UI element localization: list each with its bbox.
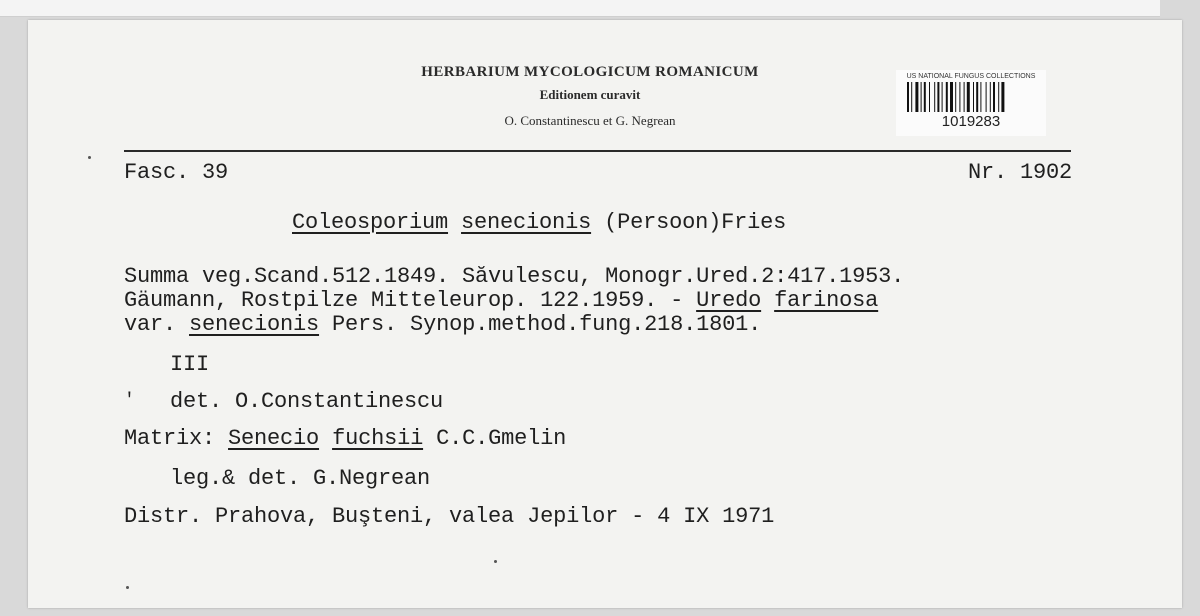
exsiccata-number: Nr. 1902 [967,160,1072,185]
synonym-genus: Uredo [696,288,762,313]
spore-stage: III [170,352,210,377]
speck [126,586,129,589]
citation-line-2-text: Gäumann, Rostpilze Mitteleurop. 122.1959. - [124,288,697,313]
barcode-caption: US NATIONAL FUNGUS COLLECTIONS [906,73,1036,80]
fascicle-number: Fasc. 39 [124,160,229,185]
barcode-bar [911,82,912,112]
barcode-bar [934,82,935,112]
taxon-genus: Coleosporium [292,210,449,235]
herbarium-subtitle: Editionem curavit [539,87,641,102]
determiner: det. O.Constantinescu [170,389,444,414]
taxon-species: senecionis [461,210,592,235]
matrix-label: Matrix: [124,426,216,451]
synonym-species: farinosa [774,288,879,313]
barcode-bar [907,82,909,112]
taxon-authority: (Persoon)Fries [604,210,787,235]
barcode-bar [998,82,999,112]
barcode-bar [959,82,960,112]
herbarium-title: HERBARIUM MYCOLOGICUM ROMANICUM [421,64,759,80]
speck [88,156,91,159]
synonym-variety: senecionis [189,312,320,337]
herbarium-editors: O. Constantinescu et G. Negrean [504,113,676,128]
citation-line-3-pre: var. [124,312,190,337]
host-species: fuchsii [332,426,424,451]
citation-line-1: Summa veg.Scand.512.1849. Săvulescu, Monogr.Ured.2:417.1953. [124,264,905,289]
barcode-icon [905,82,1037,112]
barcode-bar [942,82,943,112]
barcode-bar [915,82,918,112]
barcode-bar [955,82,956,112]
barcode-bar [993,82,995,112]
citation-line-3 [124,312,761,338]
collector: leg.& det. G.Negrean [170,466,431,491]
barcode-bar [964,82,965,112]
speck [494,560,497,563]
barcode-bar [950,82,953,112]
barcode-bar [976,82,978,112]
barcode-bar [924,82,926,112]
citation-line-2 [124,288,878,314]
locality: Distr. Prahova, Buşteni, valea Jepilor - 4 IX 1971 [124,504,775,529]
taxon-name [292,210,786,236]
barcode-bar [986,82,987,112]
barcode-bar [980,82,981,112]
barcode-bar [1001,82,1004,112]
barcode-bar [990,82,991,112]
barcode-sticker [896,70,1046,136]
host-genus: Senecio [228,426,320,451]
barcode-number: 1019283 [941,113,1001,130]
top-paper-strip [0,0,1160,17]
barcode-bar [967,82,970,112]
stray-mark: ' [124,391,135,411]
barcode-bar [946,82,948,112]
barcode-bar [921,82,922,112]
host-authority: C.C.Gmelin [436,426,567,451]
barcode-bar [929,82,930,112]
citation-line-3-post: Pers. Synop.method.fung.218.1801. [319,312,762,337]
label-header [372,64,808,129]
barcode-bar [973,82,974,112]
barcode-bar [937,82,939,112]
matrix-host [124,426,566,452]
header-divider [124,150,1071,152]
